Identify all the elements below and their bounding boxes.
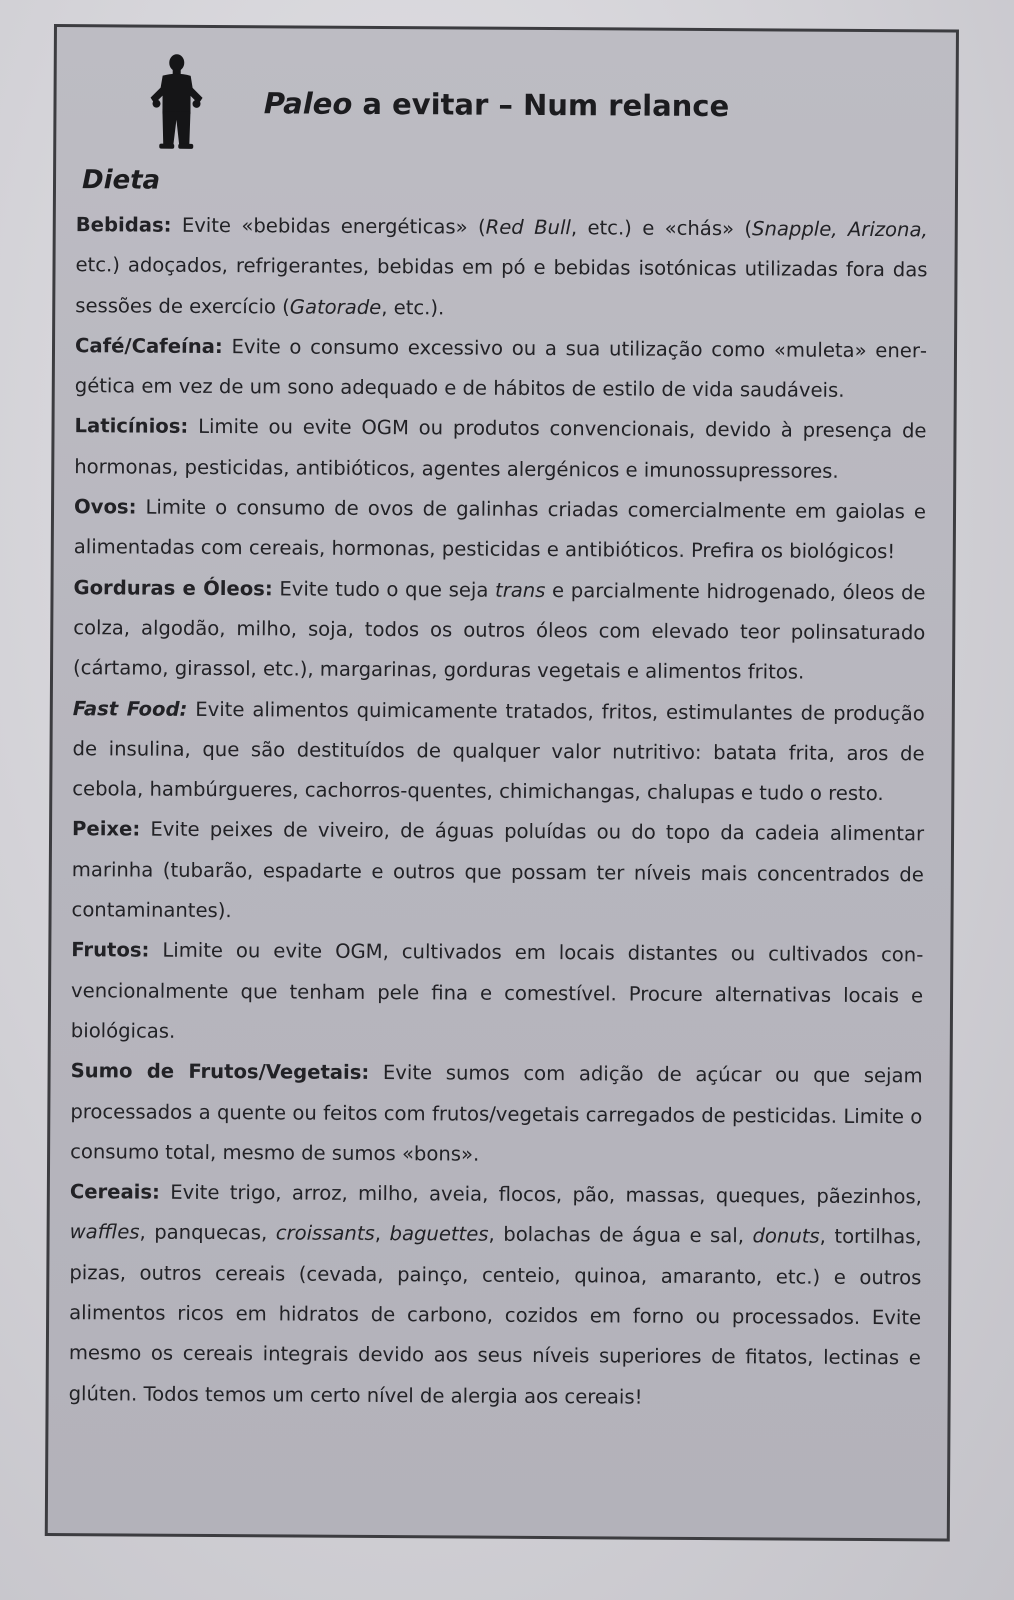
entry-text: , tortilhas, pizas, outros cereais (cevada, painço, centeio, quinoa, amaranto, etc.) e outros alimentos ricos em hidratos de carbono, cozidos em forno ou processados. Evite mesmo os cereais integrais devido aos seus níveis superiores de fitatos, lectinas e glúten. Todos temos um certo nível de alergia aos cereais!: [68, 1225, 922, 1409]
entry-label: Laticínios:: [74, 414, 189, 439]
entry-label: Gorduras e Óleos:: [73, 575, 273, 601]
entry-label: Café/Cafeína:: [74, 334, 223, 358]
entry-text: Limite ou evite OGM, cultivados em locais distantes ou cultivados convencionalmente que tenham pele fina e comestível. Procure alternativas locais e biológicas.: [70, 938, 924, 1043]
entry-gorduras: [73, 568, 926, 694]
entry-fast-food: [72, 689, 925, 815]
entry-text-italic: Red Bull: [485, 215, 571, 240]
entry-label: Bebidas:: [75, 213, 172, 237]
entry-text: Evite tudo o que seja: [272, 577, 496, 602]
entry-text-italic: trans: [494, 578, 546, 602]
entry-text: , bolachas de água e sal,: [488, 1223, 753, 1248]
entry-label: Ovos:: [73, 495, 137, 519]
entry-text: Evite alimentos quimicamente tratados, fritos, estimulantes de produção de insulina, que são destituídos de qualquer valor nutritivo: batata frita, aros de cebola, hambúrgueres, cachorros-quentes, chimichangas, chalupas e tudo o resto.: [72, 697, 925, 806]
entry-cereais: [69, 1172, 922, 1419]
entry-laticinios: [74, 407, 926, 493]
entry-text: , etc.).: [381, 295, 445, 319]
entry-text-italic: Snapple, Arizona,: [752, 217, 928, 242]
entry-text: ,: [374, 1222, 390, 1246]
title-rest: a evitar – Num relance: [352, 86, 730, 124]
entry-text: , etc.) e «chás» (: [570, 216, 753, 241]
entry-cafe: [75, 326, 927, 412]
entry-text: Limite ou evite OGM ou produtos convencionais, devido à presença de hormonas, pesticidas, antibióticos, agentes alergénicos e imunossupressores.: [74, 415, 927, 483]
page-title: [216, 86, 776, 123]
entry-text: etc.) adoçados, refrigerantes, bebidas em pó e bebidas isotónicas utilizadas fora das sessões de exercício (: [75, 253, 928, 319]
entry-text: Limite o consumo de ovos de galinhas criadas comercialmente em gaiolas e alimentadas com cereais, hormonas, pesticidas e antibióticos. Prefira os biológicos!: [73, 495, 927, 564]
entry-text: Evite peixes de viveiro, de águas poluídas ou do topo da cadeia alimentar marinha (tubarão, espadarte e outros que possam ter níveis mais concentrados de contaminantes).: [71, 817, 925, 923]
entry-text-italic: croissants: [275, 1221, 375, 1246]
entry-label: Sumo de Frutos/Vegetais:: [70, 1059, 370, 1085]
entry-bebidas: [75, 205, 928, 331]
entry-frutos: [71, 930, 924, 1056]
title-italic: Paleo: [263, 86, 353, 121]
entry-text-italic: baguettes: [389, 1222, 489, 1247]
entry-text: Evite «bebidas energéticas» (: [171, 213, 486, 239]
entry-text: Evite sumos com adição de açúcar ou que sejam processados a quente ou feitos com frutos/vegetais carregados de pesticidas. Limite o consumo total, mesmo de sumos «bons».: [70, 1061, 923, 1166]
sidebar-box: [45, 24, 959, 1542]
entry-label: Peixe:: [72, 817, 141, 841]
entry-text-italic: waffles: [69, 1220, 140, 1244]
entry-sumo: [70, 1051, 923, 1177]
entry-text: e parcialmente hidrogenado, óleos de colza, algodão, milho, soja, todos os outros óleos com elevado teor polinsaturado (cártamo, girassol, etc.), margarinas, gorduras vegetais e alimentos fritos.: [72, 578, 926, 684]
entry-label: Cereais:: [69, 1180, 160, 1204]
entry-label: Fast Food:: [72, 696, 188, 721]
entry-label: Frutos:: [71, 938, 150, 962]
entry-ovos: [74, 487, 926, 573]
section-heading: Dieta: [81, 165, 161, 196]
entry-text-italic: Gatorade: [289, 295, 382, 319]
standing-man-icon: [148, 54, 205, 154]
entries-list: [69, 205, 928, 1419]
entry-text-italic: donuts: [752, 1224, 820, 1249]
entry-text: Evite trigo, arroz, milho, aveia, flocos, pão, massas, queques, pãezinhos,: [159, 1180, 922, 1209]
entry-peixe: [71, 810, 924, 936]
entry-text: , panquecas,: [139, 1220, 276, 1245]
entry-text: Evite o consumo excessivo ou a sua utilização como «muleta» energética em vez de um sono adequado e de hábitos de estilo de vida saudáveis.: [74, 334, 928, 403]
